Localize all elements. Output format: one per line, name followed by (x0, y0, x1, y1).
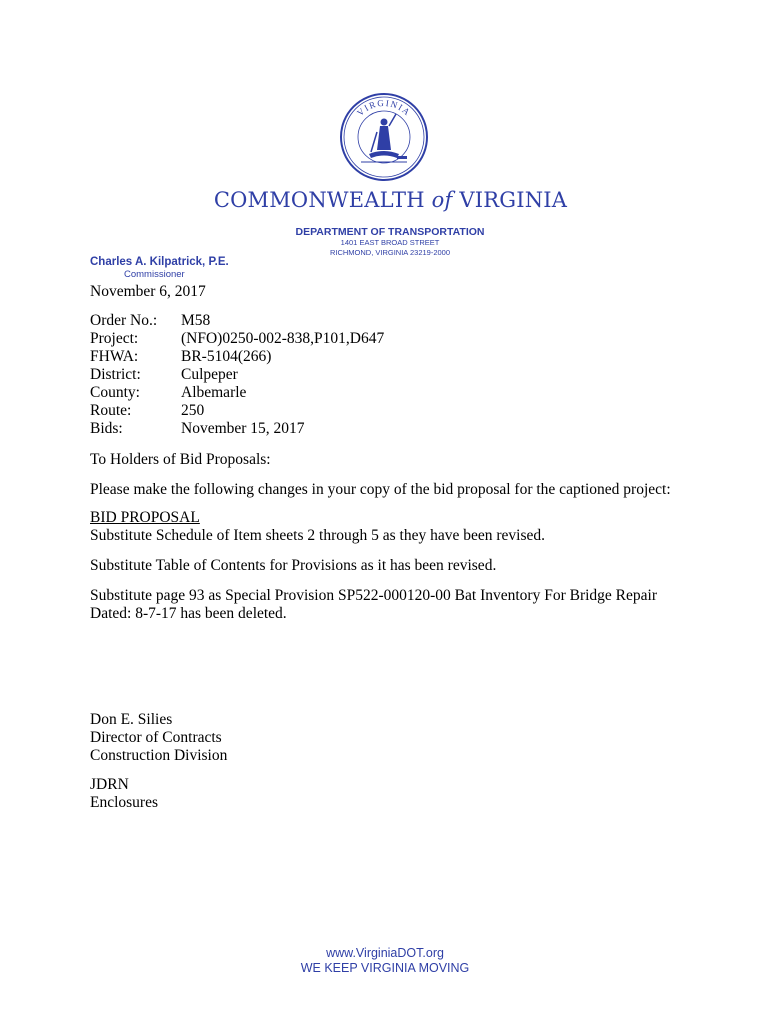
change-item-3-line-1: Substitute page 93 as Special Provision SP522-000120-00 Bat Inventory For Bridge Repair (90, 587, 657, 604)
info-label: Bids: (90, 420, 123, 437)
address-line-1: 1401 EAST BROAD STREET (340, 238, 440, 247)
commissioner-block (90, 256, 229, 280)
enclosures-note: Enclosures (90, 794, 159, 811)
signer-division: Construction Division (90, 747, 228, 764)
info-label: FHWA: (90, 348, 139, 365)
change-item-3 (90, 587, 657, 623)
letterhead-commonwealth: COMMONWEALTH (213, 188, 425, 212)
info-value: (NFO)0250-002-838,P101,D647 (181, 330, 385, 347)
info-value: November 15, 2017 (181, 420, 305, 437)
info-label: District: (90, 366, 141, 383)
typist-initials: JDRN (90, 776, 129, 793)
commissioner-name: Charles A. Kilpatrick, P.E. (90, 256, 229, 268)
info-label: County: (90, 384, 140, 401)
letter-date: November 6, 2017 (90, 283, 206, 300)
info-row-project (90, 330, 384, 348)
info-label: Project: (90, 330, 139, 347)
closing-block (90, 776, 158, 812)
department-name: DEPARTMENT OF TRANSPORTATION (295, 226, 485, 238)
info-row-fhwa (90, 348, 384, 366)
footer-slogan: WE KEEP VIRGINIA MOVING (300, 961, 470, 975)
signer-name: Don E. Silies (90, 711, 173, 728)
info-value: Culpeper (181, 366, 238, 383)
svg-text:VIRGINIA (355, 98, 413, 118)
virginia-seal-icon (339, 92, 429, 182)
info-label: Route: (90, 402, 132, 419)
info-value: M58 (181, 312, 211, 329)
address-line-2: RICHMOND, VIRGINIA 23219-2000 (329, 248, 451, 257)
info-row-district (90, 366, 384, 384)
info-row-bids (90, 420, 384, 438)
letter-intro: Please make the following changes in your copy of the bid proposal for the captioned project: (90, 481, 671, 498)
bid-proposal-section (90, 509, 545, 545)
info-value: BR-5104(266) (181, 348, 272, 365)
info-row-route (90, 402, 384, 420)
change-item-3-line-2: Dated: 8-7-17 has been deleted. (90, 605, 287, 622)
commissioner-title: Commissioner (124, 269, 185, 280)
info-value: Albemarle (181, 384, 247, 401)
info-row-county (90, 384, 384, 402)
letterhead-state: VIRGINIA (459, 188, 568, 212)
letterhead-title (0, 188, 770, 212)
letter-greeting: To Holders of Bid Proposals: (90, 451, 271, 468)
signature-block (90, 711, 227, 765)
footer-website: www.VirginiaDOT.org (326, 946, 444, 960)
letter-footer (0, 946, 770, 976)
signer-title: Director of Contracts (90, 729, 222, 746)
info-row-order (90, 312, 384, 330)
change-item-2: Substitute Table of Contents for Provisions as it has been revised. (90, 557, 497, 574)
project-info-table (90, 312, 384, 438)
info-label: Order No.: (90, 312, 158, 329)
change-item-1: Substitute Schedule of Item sheets 2 through 5 as they have been revised. (90, 527, 545, 544)
letterhead-of: of (431, 188, 453, 212)
department-block (290, 226, 490, 258)
info-value: 250 (181, 402, 205, 419)
section-header: BID PROPOSAL (90, 509, 200, 526)
seal-lettering: VIRGINIA (355, 97, 413, 118)
